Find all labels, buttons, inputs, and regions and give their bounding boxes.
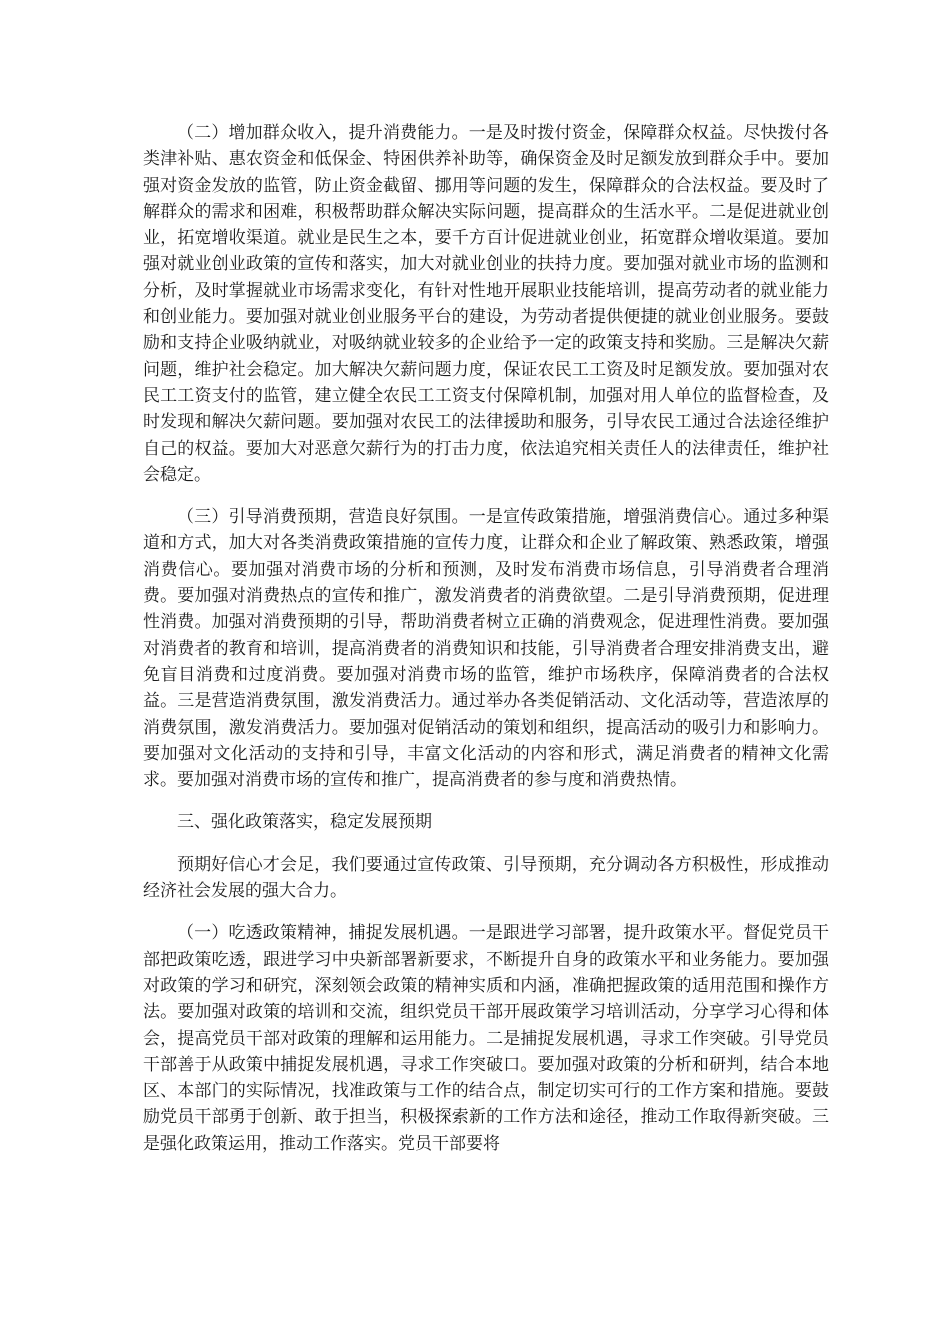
body-paragraph-2: （二）增加群众收入，提升消费能力。一是及时拨付资金，保障群众权益。尽快拨付各类津补贴、惠农资金和低保金、特困供养补助等，确保资金及时足额发放到群众手中。要加强对资金发放的监管，防止资金截留、挪用等问题的发生，保障群众的合法权益。要及时了解群众的需求和困难，积极帮助群众解决实际问题，提高群众的生活水平。二是促进就业创业，拓宽增收渠道。就业是民生之本，要千方百计促进就业创业，拓宽群众增收渠道。要加强对就业创业政策的宣传和落实，加大对就业创业的扶持力度。要加强对就业市场的监测和分析，及时掌握就业市场需求变化，有针对性地开展职业技能培训，提高劳动者的就业能力和创业能力。要加强对就业创业服务平台的建设，为劳动者提供便捷的就业创业服务。要鼓励和支持企业吸纳就业，对吸纳就业较多的企业给予一定的政策支持和奖励。三是解决欠薪问题，维护社会稳定。加大解决欠薪问题力度，保证农民工工资及时足额发放。要加强对农民工工资支付的监管，建立健全农民工工资支付保障机制，加强对用人单位的监督检查，及时发现和解决欠薪问题。要加强对农民工的法律援助和服务，引导农民工通过合法途径维护自己的权益。要加大对恶意欠薪行为的打击力度，依法追究相关责任人的法律责任，维护社会稳定。 bbox=[143, 123, 829, 485]
body-paragraph-3: （三）引导消费预期，营造良好氛围。一是宣传政策措施，增强消费信心。通过多种渠道和方式，加大对各类消费政策措施的宣传力度，让群众和企业了解政策、熟悉政策，增强消费信心。要加强对消费市场的分析和预测，及时发布消费市场信息，引导消费者合理消费。要加强对消费热点的宣传和推广，激发消费者的消费欲望。二是引导消费预期，促进理性消费。加强对消费预期的引导，帮助消费者树立正确的消费观念，促进理性消费。要加强对消费者的教育和培训，提高消费者的消费知识和技能，引导消费者合理安排消费支出，避免盲目消费和过度消费。要加强对消费市场的监管，维护市场秩序，保障消费者的合法权益。三是营造消费氛围，激发消费活力。通过举办各类促销活动、文化活动等，营造浓厚的消费氛围，激发消费活力。要加强对促销活动的策划和组织，提高活动的吸引力和影响力。要加强对文化活动的支持和引导，丰富文化活动的内容和形式，满足消费者的精神文化需求。要加强对消费市场的宣传和推广，提高消费者的参与度和消费热情。 bbox=[143, 507, 829, 791]
section-heading-3: 三、强化政策落实，稳定发展预期 bbox=[177, 812, 432, 833]
section-intro-paragraph: 预期好信心才会足，我们要通过宣传政策、引导预期，充分调动各方积极性，形成推动经济社会发展的强大合力。 bbox=[143, 854, 829, 902]
document-page bbox=[143, 120, 829, 1157]
body-paragraph-1: （一）吃透政策精神，捕捉发展机遇。一是跟进学习部署，提升政策水平。督促党员干部把政策吃透，跟进学习中央新部署新要求，不断提升自身的政策水平和业务能力。要加强对政策的学习和研究，深刻领会政策的精神实质和内涵，准确把握政策的适用范围和操作方法。要加强对政策的培训和交流，组织党员干部开展政策学习培训活动，分享学习心得和体会，提高党员干部对政策的理解和运用能力。二是捕捉发展机遇，寻求工作突破。引导党员干部善于从政策中捕捉发展机遇，寻求工作突破口。要加强对政策的分析和研判，结合本地区、本部门的实际情况，找准政策与工作的结合点，制定切实可行的工作方案和措施。要鼓励党员干部勇于创新、敢于担当，积极探索新的工作方法和途径，推动工作取得新突破。三是强化政策运用，推动工作落实。党员干部要将 bbox=[143, 923, 829, 1154]
